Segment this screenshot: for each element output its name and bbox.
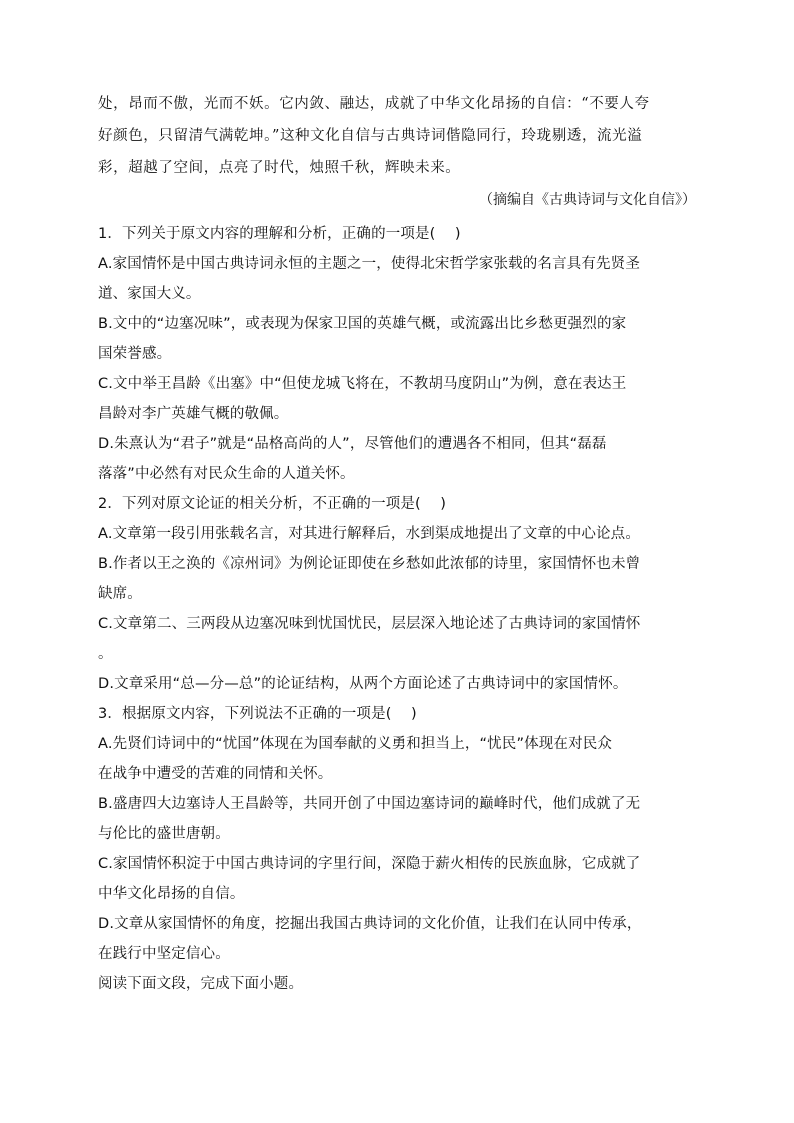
passage-source: （摘编自《古典诗词与文化自信》）	[479, 192, 696, 208]
passage-line: 处，昂而不傲，光而不妖。它内敛、融达，成就了中华文化昂扬的自信：“不要人夸	[98, 96, 650, 112]
question-3-option-a: 在战争中遭受的苦难的同情和关怀。	[98, 766, 333, 782]
question-3-option-c: C.家国情怀积淀于中国古典诗词的字里行间，深隐于薪火相传的民族血脉，它成就了	[98, 856, 641, 872]
question-1-option-c: 昌龄对李广英雄气概的敬佩。	[98, 406, 289, 422]
question-1-option-b: 国荣誉感。	[98, 346, 172, 362]
question-1-option-a: 道、家国大义。	[98, 286, 201, 302]
question-2-option-b: 缺席。	[98, 586, 142, 602]
question-2-option-b: B.作者以王之涣的《凉州词》为例论证即使在乡愁如此浓郁的诗里，家国情怀也未曾	[98, 556, 641, 572]
question-3-option-a: A.先贤们诗词中的“忧国”体现在为国奉献的义勇和担当上，“忧民”体现在对民众	[98, 736, 613, 752]
question-1-stem: 1．下列关于原文内容的理解和分析，正确的一项是( )	[98, 226, 461, 242]
passage-excerpt	[98, 88, 698, 216]
question-3-option-b: 与伦比的盛世唐朝。	[98, 826, 230, 842]
question-1-option-c: C.文中举王昌龄《出塞》中“但使龙城飞将在，不教胡马度阴山”为例，意在表达王	[98, 376, 627, 392]
question-3-option-b: B.盛唐四大边塞诗人王昌龄等，共同开创了中国边塞诗词的巅峰时代，他们成就了无	[98, 796, 641, 812]
reading-instruction: 阅读下面文段，完成下面小题。	[98, 976, 304, 992]
questions-section	[98, 219, 698, 999]
passage-line: 彩，超越了空间，点亮了时代，烛照千秋，辉映未来。	[98, 160, 461, 176]
question-1-option-d: D.朱熹认为“君子”就是“品格高尚的人”，尽管他们的遭遇各不相同，但其“磊磊	[98, 436, 607, 452]
passage-line: 好颜色，只留清气满乾坤。”这种文化自信与古典诗词偕隐同行，玲珑剔透，流光溢	[98, 128, 643, 144]
question-2-option-a: A.文章第一段引用张载名言，对其进行解释后，水到渠成地提出了文章的中心论点。	[98, 526, 640, 542]
question-1-option-a: A.家国情怀是中国古典诗词永恒的主题之一，使得北宋哲学家张载的名言具有先贤圣	[98, 256, 640, 272]
question-2-option-c: C.文章第二、三两段从边塞况味到忧国忧民，层层深入地论述了古典诗词的家国情怀	[98, 616, 641, 632]
question-2-stem: 2．下列对原文论证的相关分析，不正确的一项是( )	[98, 496, 447, 512]
question-3-option-d: 在践行中坚定信心。	[98, 946, 230, 962]
question-3-stem: 3．根据原文内容，下列说法不正确的一项是( )	[98, 706, 417, 722]
question-2-option-d: D.文章采用“总—分—总”的论证结构，从两个方面论述了古典诗词中的家国情怀。	[98, 676, 628, 692]
question-2-option-c: 。	[98, 646, 113, 662]
question-1-option-d: 落落”中必然有对民众生命的人道关怀。	[98, 466, 355, 482]
question-1-option-b: B.文中的“边塞况味”，或表现为保家卫国的英雄气概，或流露出比乡愁更强烈的家	[98, 316, 627, 332]
question-3-option-d: D.文章从家国情怀的角度，挖掘出我国古典诗词的文化价值，让我们在认同中传承，	[98, 916, 642, 932]
question-3-option-c: 中华文化昂扬的自信。	[98, 886, 245, 902]
